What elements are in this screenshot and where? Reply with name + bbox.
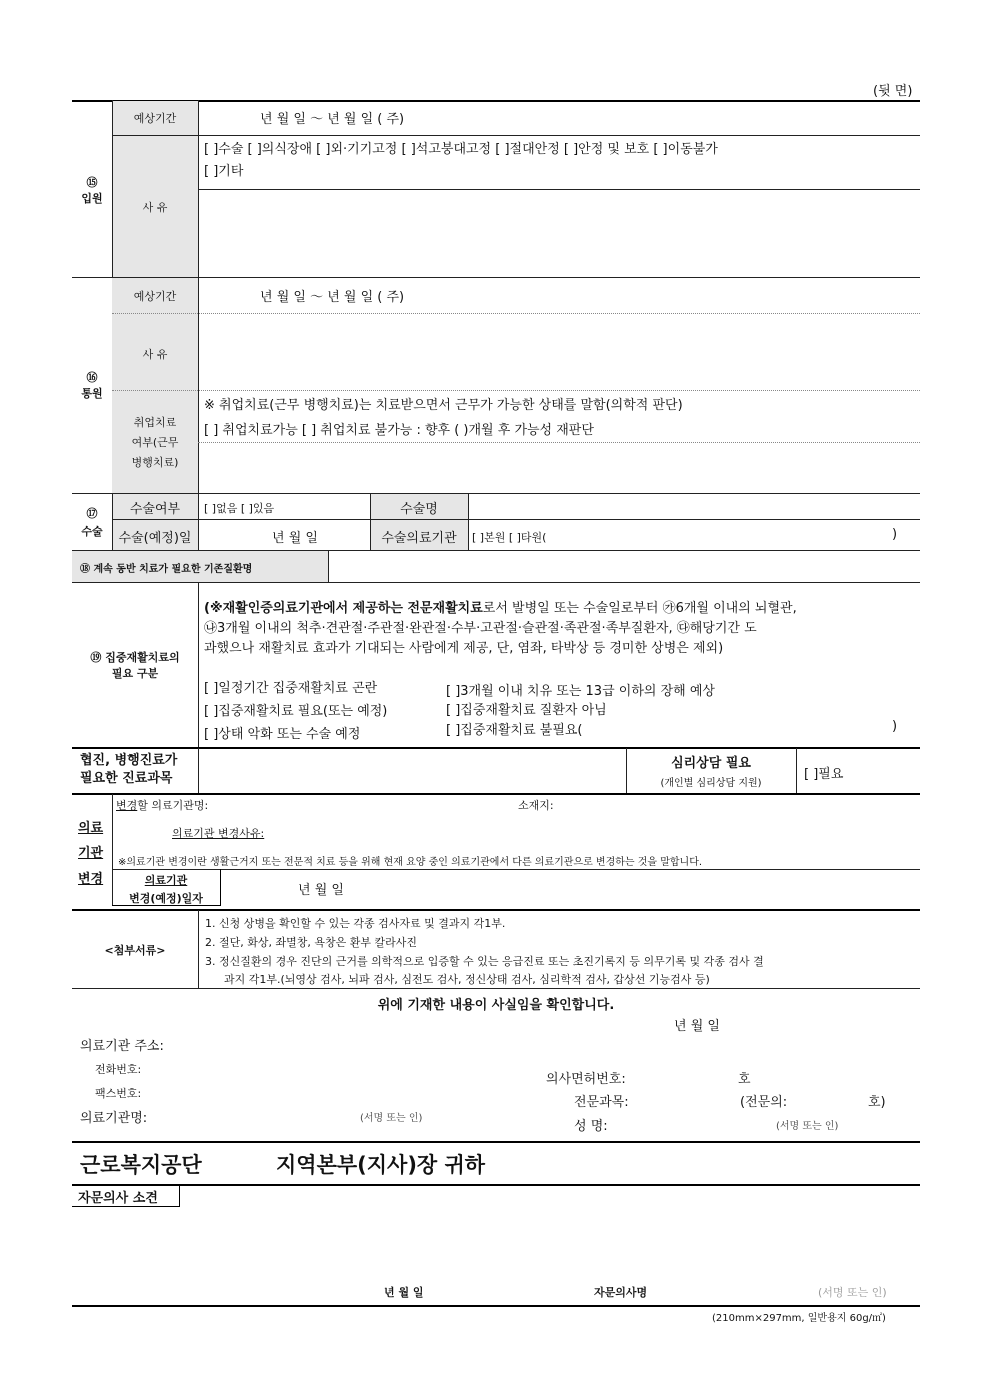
s19-option-4[interactable]: [ ]집중재활치료 질환자 아님 <box>446 703 607 718</box>
change-inst-label-u: 변경 <box>116 799 138 812</box>
inst-address-label: 의료기관 주소: <box>80 1039 164 1054</box>
s15-period-value[interactable]: 년 월 일 ～ 년 월 일 ( 주) <box>260 112 405 127</box>
s19-desc-line2: ㉯3개월 이내의 척추·견관절·주관절·완관절·수부·고관절·슬관절·족관절·족부질환자, ㉰해당기간 도 <box>204 621 757 636</box>
license-unit: 호 <box>738 1072 751 1087</box>
surgery-date-label: 수술(예정)일 <box>118 531 192 546</box>
s16-work-note: ※ 취업치료(근무 병행치료)는 치료받으면서 근무가 가능한 상태를 말함(의학적 판단) <box>204 398 683 413</box>
surgery-yn-label: 수술여부 <box>129 502 181 517</box>
attach-item-2: 2. 절단, 화상, 좌멸창, 욕창은 환부 칼라사진 <box>205 936 417 949</box>
inst-phone-label: 전화번호: <box>95 1063 142 1076</box>
s19-option-3[interactable]: [ ]집중재활치료 필요(또는 예정) <box>204 704 388 719</box>
dept-label: 전문과목: <box>574 1095 629 1110</box>
s19-label: ⑲ 집중재활치료의 필요 구분 <box>90 651 180 680</box>
change-label-3: 변경 <box>78 872 104 887</box>
attach-item-3: 3. 정신질환의 경우 진단의 근거를 의학적으로 입증할 수 있는 응급진료 또는 초진기록지 등 의무기록 및 각종 검사 결 <box>205 955 764 968</box>
surgery-date-value[interactable]: 년 월 일 <box>272 531 318 546</box>
change-label-2: 기관 <box>78 846 104 861</box>
s18-label: ⑱ 계속 동반 치료가 필요한 기존질환명 <box>80 564 253 575</box>
s15-period-label: 예상기간 <box>133 112 177 125</box>
s15-reason-label: 사 유 <box>142 201 168 214</box>
change-inst-label <box>116 797 208 813</box>
paper-spec: (210mm×297mm, 일반용지 60g/㎡) <box>712 1313 886 1324</box>
psych-label: 심리상담 필요 <box>671 756 751 771</box>
confirm-date[interactable]: 년 월 일 <box>674 1019 720 1034</box>
s19-desc-line3: 과했으나 재활치료 효과가 기대되는 사람에게 제공, 단, 염좌, 타박상 등 경미한 상병은 제외) <box>204 641 724 656</box>
surgery-yn-value[interactable]: [ ]없음 [ ]있음 <box>204 502 275 515</box>
change-inst-label-rest: 할 의료기관명: <box>137 799 209 812</box>
doctor-sign: (서명 또는 인) <box>776 1121 839 1132</box>
s19-option-2[interactable]: [ ]3개월 이내 치유 또는 13급 이하의 장해 예상 <box>446 684 715 699</box>
advisor-label: 자문의사 소견 <box>78 1191 158 1206</box>
s15-reason-other[interactable]: [ ]기타 <box>204 164 244 179</box>
advisor-name-label: 자문의사명 <box>594 1286 648 1299</box>
specialist-unit: 호) <box>868 1095 886 1110</box>
surgery-inst-label: 수술의료기관 <box>381 531 457 546</box>
change-date-value[interactable]: 년 월 일 <box>298 883 344 898</box>
attach-item-3b: 과지 각1부.(뇌영상 검사, 뇌파 검사, 심전도 검사, 정신상태 검사, 심리학적 검사, 갑상선 기능검사 등) <box>224 973 710 986</box>
psych-checkbox[interactable]: [ ]필요 <box>804 767 844 782</box>
advisor-date[interactable]: 년 월 일 <box>384 1286 424 1299</box>
s16-section-label: ⑯ 통원 <box>81 371 103 400</box>
attach-label: <첨부서류> <box>104 944 166 957</box>
inst-fax-label: 팩스번호: <box>95 1087 142 1100</box>
license-label: 의사면허번호: <box>546 1072 626 1087</box>
s15-reason-checkboxes[interactable]: [ ]수술 [ ]의식장애 [ ]외·기기고정 [ ]석고붕대고정 [ ]절대안정 [ ]안정 및 보호 [ ]이동불가 <box>204 142 718 157</box>
surgery-inst-close: ) <box>892 527 898 542</box>
recipient-org: 근로복지공단 <box>80 1153 202 1177</box>
s16-work-options[interactable]: [ ] 취업치료가능 [ ] 취업치료 불가능 : 향후 ( )개월 후 가능성 재판단 <box>204 423 594 438</box>
s16-period-label: 예상기간 <box>133 290 177 303</box>
s15-section-label: ⑮ 입원 <box>81 176 103 205</box>
psych-sub: (개인별 심리상담 지원) <box>660 778 762 789</box>
s19-desc-bold: (※재활인증의료기관에서 제공하는 전문재활치료 <box>204 601 483 616</box>
change-date-label-2: 변경(예정)일자 <box>129 892 203 905</box>
s16-work-label: 취업치료 여부(근무 병행치료) <box>131 416 179 469</box>
change-label-1: 의료 <box>78 821 104 836</box>
confirm-text: 위에 기재한 내용이 사실임을 확인합니다. <box>377 998 615 1013</box>
s19-option-6[interactable]: [ ]집중재활치료 불필요( <box>446 723 583 738</box>
change-location-label: 소재지: <box>518 799 554 812</box>
coop-label: 협진, 병행진료가 필요한 진료과목 <box>80 753 178 786</box>
s19-desc-line1 <box>204 597 797 616</box>
change-date-label-1: 의료기관 <box>144 874 188 887</box>
advisor-sign: (서명 또는 인) <box>818 1286 887 1299</box>
top-rule <box>72 100 920 102</box>
specialist-label: (전문의: <box>740 1095 788 1110</box>
s15-label-col <box>112 101 198 277</box>
s16-period-value[interactable]: 년 월 일 ～ 년 월 일 ( 주) <box>260 290 405 305</box>
change-note: ※의료기관 변경이란 생활근거지 또는 전문적 치료 등을 위해 현재 요양 중인 의료기관에서 다른 의료기관으로 변경하는 것을 말합니다. <box>118 857 703 868</box>
page-side-label: (뒷 면) <box>873 84 913 99</box>
recipient-title: 지역본부(지사)장 귀하 <box>276 1153 486 1177</box>
s19-option-6-close: ) <box>892 719 898 734</box>
s19-option-5[interactable]: [ ]상태 악화 또는 수술 예정 <box>204 727 361 742</box>
s16-reason-label: 사 유 <box>142 348 168 361</box>
change-reason-label: 의료기관 변경사유: <box>172 827 265 840</box>
s19-desc-rest: 로서 발병일 또는 수술일로부터 ㉮6개월 이내의 뇌혈관, <box>482 601 797 616</box>
s17-section-label: ⑰ 수술 <box>81 507 103 538</box>
inst-sign: (서명 또는 인) <box>360 1113 423 1124</box>
attach-item-1: 1. 신청 상병을 확인할 수 있는 각종 검사자료 및 결과지 각1부. <box>205 917 506 930</box>
s19-option-1[interactable]: [ ]일정기간 집중재활치료 곤란 <box>204 681 378 696</box>
surgery-name-label: 수술명 <box>400 502 438 517</box>
surgery-inst-value[interactable]: [ ]본원 [ ]타원( <box>472 531 547 544</box>
inst-name-label: 의료기관명: <box>80 1111 148 1126</box>
doctor-name-label: 성 명: <box>574 1119 608 1134</box>
